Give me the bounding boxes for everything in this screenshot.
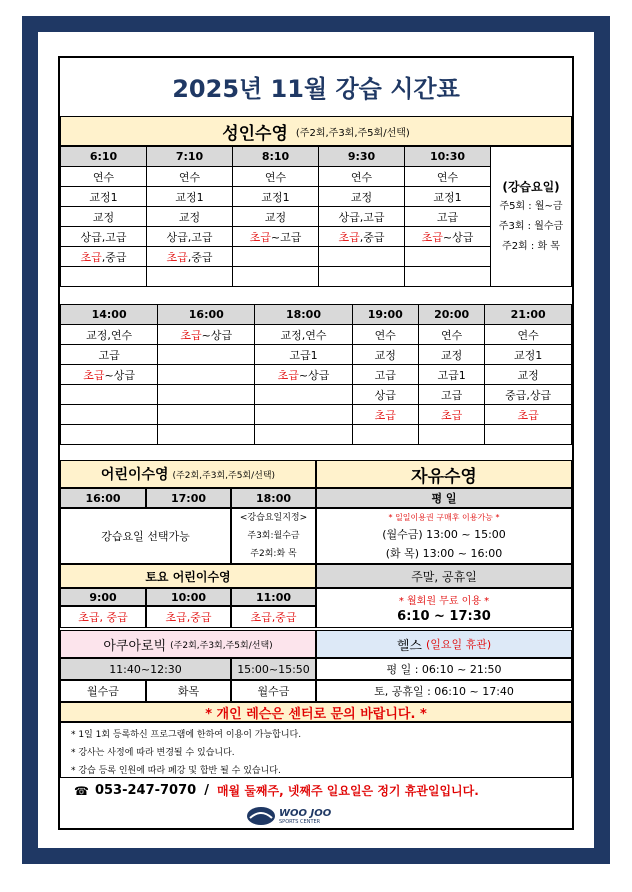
level-highlight: 초급 <box>166 250 188 264</box>
free-line-1: (월수금) 13:00 ~ 15:00 <box>382 527 506 541</box>
logo-text: WOO JOO <box>279 807 332 819</box>
evening-cell <box>352 405 418 425</box>
morning-cell <box>147 267 233 287</box>
sat-time-3: 11:00 <box>231 588 316 606</box>
morning-cell <box>233 267 319 287</box>
sat-time-2: 10:00 <box>146 588 231 606</box>
health-heading: 헬스 <box>396 638 422 654</box>
evening-cell <box>352 425 418 445</box>
kids-sub: (주2회,주3회,주5회/선택) <box>172 470 276 481</box>
morning-cell <box>147 247 233 267</box>
aqua-day-2: 화목 <box>146 680 231 702</box>
morning-cell <box>233 227 319 247</box>
morning-cell: 교정 <box>147 207 233 227</box>
evening-time-header: 16:00 <box>158 305 255 325</box>
free-weekend-note: * 월회원 무료 이용 * <box>398 596 490 607</box>
level-highlight: 초급 <box>338 230 360 244</box>
saturday-header: 토요 어린이수영 <box>60 564 316 588</box>
morning-time-header: 10:30 <box>405 147 491 167</box>
adult-days-title: (강습요일) <box>502 179 560 194</box>
health-header <box>316 630 572 658</box>
morning-cell: 교정 <box>233 207 319 227</box>
kids-desc: 강습요일 선택가능 <box>60 508 231 564</box>
level-rest: ~상급 <box>201 328 233 342</box>
private-notice: * 개인 레슨은 센터로 문의 바랍니다. * <box>60 702 572 722</box>
level-highlight: 초급 <box>80 250 102 264</box>
aqua-sub: (주2회,주3회,주5회/선택) <box>170 640 273 651</box>
evening-cell: 연수 <box>418 325 484 345</box>
kids-time-2: 17:00 <box>146 488 231 508</box>
sat-time-1: 9:00 <box>60 588 146 606</box>
evening-time-header: 18:00 <box>255 305 352 325</box>
evening-cell: 고급1 <box>255 345 352 365</box>
phone-number: 053-247-7070 <box>94 783 197 798</box>
kids-day-1: 주3회:월수금 <box>247 531 300 541</box>
evening-cell: 교정 <box>485 365 572 385</box>
evening-cell <box>418 405 484 425</box>
evening-time-header: 21:00 <box>485 305 572 325</box>
logo <box>246 806 331 826</box>
aqua-heading: 아쿠아로빅 <box>103 638 167 654</box>
evening-cell <box>485 405 572 425</box>
evening-cell <box>61 365 158 385</box>
evening-cell: 교정,연수 <box>61 325 158 345</box>
free-weekday-label: 평 일 <box>316 488 572 508</box>
morning-time-header: 9:30 <box>319 147 405 167</box>
free-heading: 자유수영 <box>411 466 477 487</box>
level-highlight: 초급 <box>421 230 443 244</box>
evening-cell <box>158 425 255 445</box>
evening-cell <box>158 385 255 405</box>
evening-cell <box>158 345 255 365</box>
morning-cell: 연수 <box>319 167 405 187</box>
morning-cell: 교정1 <box>61 187 147 207</box>
aqua-time-1: 11:40~12:30 <box>60 658 231 680</box>
adult-evening-table <box>60 304 572 445</box>
free-header <box>316 460 572 488</box>
evening-cell: 교정,연수 <box>255 325 352 345</box>
free-weekday-box <box>316 508 572 564</box>
evening-cell: 교정1 <box>485 345 572 365</box>
health-weekend: 토, 공휴일 : 06:10 ~ 17:40 <box>316 680 572 702</box>
morning-cell: 고급 <box>405 207 491 227</box>
level-highlight: 초급 <box>249 230 271 244</box>
morning-cell: 연수 <box>405 167 491 187</box>
kids-days <box>231 508 316 564</box>
free-weekend-time: 6:10 ~ 17:30 <box>397 609 491 624</box>
level-rest: ~고급 <box>270 230 302 244</box>
evening-cell <box>418 425 484 445</box>
evening-cell: 교정 <box>418 345 484 365</box>
kids-time-1: 16:00 <box>60 488 146 508</box>
phone-icon: ☎ <box>74 783 89 798</box>
evening-cell: 연수 <box>352 325 418 345</box>
morning-cell: 교정1 <box>147 187 233 207</box>
evening-cell <box>255 425 352 445</box>
morning-cell <box>61 267 147 287</box>
morning-cell: 연수 <box>147 167 233 187</box>
evening-cell <box>158 405 255 425</box>
level-highlight: 초급 <box>374 408 396 422</box>
evening-cell: 교정 <box>352 345 418 365</box>
kids-heading: 어린이수영 <box>100 467 169 483</box>
note-2: * 강사는 사정에 따라 변경될 수 있습니다. <box>71 748 235 758</box>
evening-cell <box>158 365 255 385</box>
evening-cell <box>158 325 255 345</box>
adult-days-cell <box>491 147 572 287</box>
note-3: * 강습 등록 인원에 따라 폐강 및 합반 될 수 있습니다. <box>71 766 281 776</box>
level-rest: ~상급 <box>104 368 135 382</box>
morning-time-header: 8:10 <box>233 147 319 167</box>
adult-day-line: 주3회 : 월수금 <box>498 220 564 232</box>
morning-cell: 교정 <box>319 187 405 207</box>
health-weekday: 평 일 : 06:10 ~ 21:50 <box>316 658 572 680</box>
morning-cell: 연수 <box>61 167 147 187</box>
kids-time-3: 18:00 <box>231 488 316 508</box>
evening-time-header: 20:00 <box>418 305 484 325</box>
evening-cell <box>485 425 572 445</box>
evening-cell <box>61 385 158 405</box>
morning-cell: 교정1 <box>233 187 319 207</box>
kids-day-title: <강습요일지정> <box>239 513 308 523</box>
level-rest: ~상급 <box>442 230 474 244</box>
morning-time-header: 7:10 <box>147 147 233 167</box>
logo-icon <box>246 806 276 826</box>
evening-cell <box>61 405 158 425</box>
evening-cell: 상급 <box>352 385 418 405</box>
evening-time-header: 14:00 <box>61 305 158 325</box>
evening-cell <box>255 405 352 425</box>
aqua-day-3: 월수금 <box>231 680 316 702</box>
level-highlight: 초급 <box>440 408 463 422</box>
kids-header <box>60 460 316 488</box>
level-highlight: 초급 <box>83 368 105 382</box>
morning-cell <box>61 247 147 267</box>
morning-cell <box>319 247 405 267</box>
aqua-header <box>60 630 316 658</box>
free-weekend-box <box>316 588 572 628</box>
closing-notice: 매월 둘째주, 넷째주 일요일은 정기 휴관일입니다. <box>216 784 479 798</box>
morning-cell: 상급,고급 <box>147 227 233 247</box>
morning-cell <box>405 247 491 267</box>
evening-cell: 연수 <box>485 325 572 345</box>
free-weekend-label: 주말, 공휴일 <box>316 564 572 588</box>
morning-cell: 교정 <box>61 207 147 227</box>
morning-cell: 연수 <box>233 167 319 187</box>
evening-cell: 고급 <box>418 385 484 405</box>
page-title: 2025년 11월 강습 시간표 <box>172 74 460 103</box>
free-note: * 일일이용권 구매후 이용가능 * <box>388 512 500 522</box>
evening-cell: 고급 <box>352 365 418 385</box>
sat-level-1: 초급, 중급 <box>60 606 146 628</box>
level-highlight: 초급 <box>277 368 299 382</box>
level-rest: ,중급 <box>359 230 385 244</box>
adult-sub: (주2회,주3회,주5회/선택) <box>295 127 410 139</box>
evening-cell <box>255 385 352 405</box>
morning-cell: 교정1 <box>405 187 491 207</box>
level-highlight: 초급 <box>180 328 202 342</box>
aqua-day-1: 월수금 <box>60 680 146 702</box>
evening-time-header: 19:00 <box>352 305 418 325</box>
adult-day-line: 주2회 : 화 목 <box>502 240 560 252</box>
level-rest: ~상급 <box>298 368 330 382</box>
evening-cell <box>61 425 158 445</box>
free-line-2: (화 목) 13:00 ~ 16:00 <box>385 546 503 560</box>
schedule-sheet <box>58 56 574 830</box>
sat-level-3: 초급,중급 <box>231 606 316 628</box>
adult-heading: 성인수영 <box>222 123 288 144</box>
morning-cell <box>405 267 491 287</box>
aqua-time-2: 15:00~15:50 <box>231 658 316 680</box>
kids-day-2: 주2회:화 목 <box>250 549 297 559</box>
notes-box <box>60 722 572 778</box>
level-rest: ,중급 <box>187 250 213 264</box>
adult-morning-table <box>60 146 572 287</box>
level-highlight: 초급 <box>517 408 539 422</box>
morning-cell <box>319 227 405 247</box>
logo-sub: SPORTS CENTER <box>279 818 321 825</box>
adult-day-line: 주5회 : 월~금 <box>499 200 563 212</box>
evening-cell: 고급1 <box>418 365 484 385</box>
health-closed: (일요일 휴관) <box>425 638 492 651</box>
evening-cell: 중급,상급 <box>485 385 572 405</box>
morning-cell: 상급,고급 <box>319 207 405 227</box>
contact-line: ☎ 053-247-7070 / 매월 둘째주, 넷째주 일요일은 정기 휴관일입니다. <box>74 783 479 798</box>
sat-level-2: 초급,중급 <box>146 606 231 628</box>
morning-cell <box>405 227 491 247</box>
adult-header <box>60 116 572 146</box>
morning-cell <box>233 247 319 267</box>
morning-cell: 상급,고급 <box>61 227 147 247</box>
morning-time-header: 6:10 <box>61 147 147 167</box>
evening-cell: 고급 <box>61 345 158 365</box>
note-1: * 1일 1회 등록하신 프로그램에 한하여 이용이 가능합니다. <box>71 730 302 740</box>
level-rest: ,중급 <box>101 250 127 264</box>
morning-cell <box>319 267 405 287</box>
evening-cell <box>255 365 352 385</box>
